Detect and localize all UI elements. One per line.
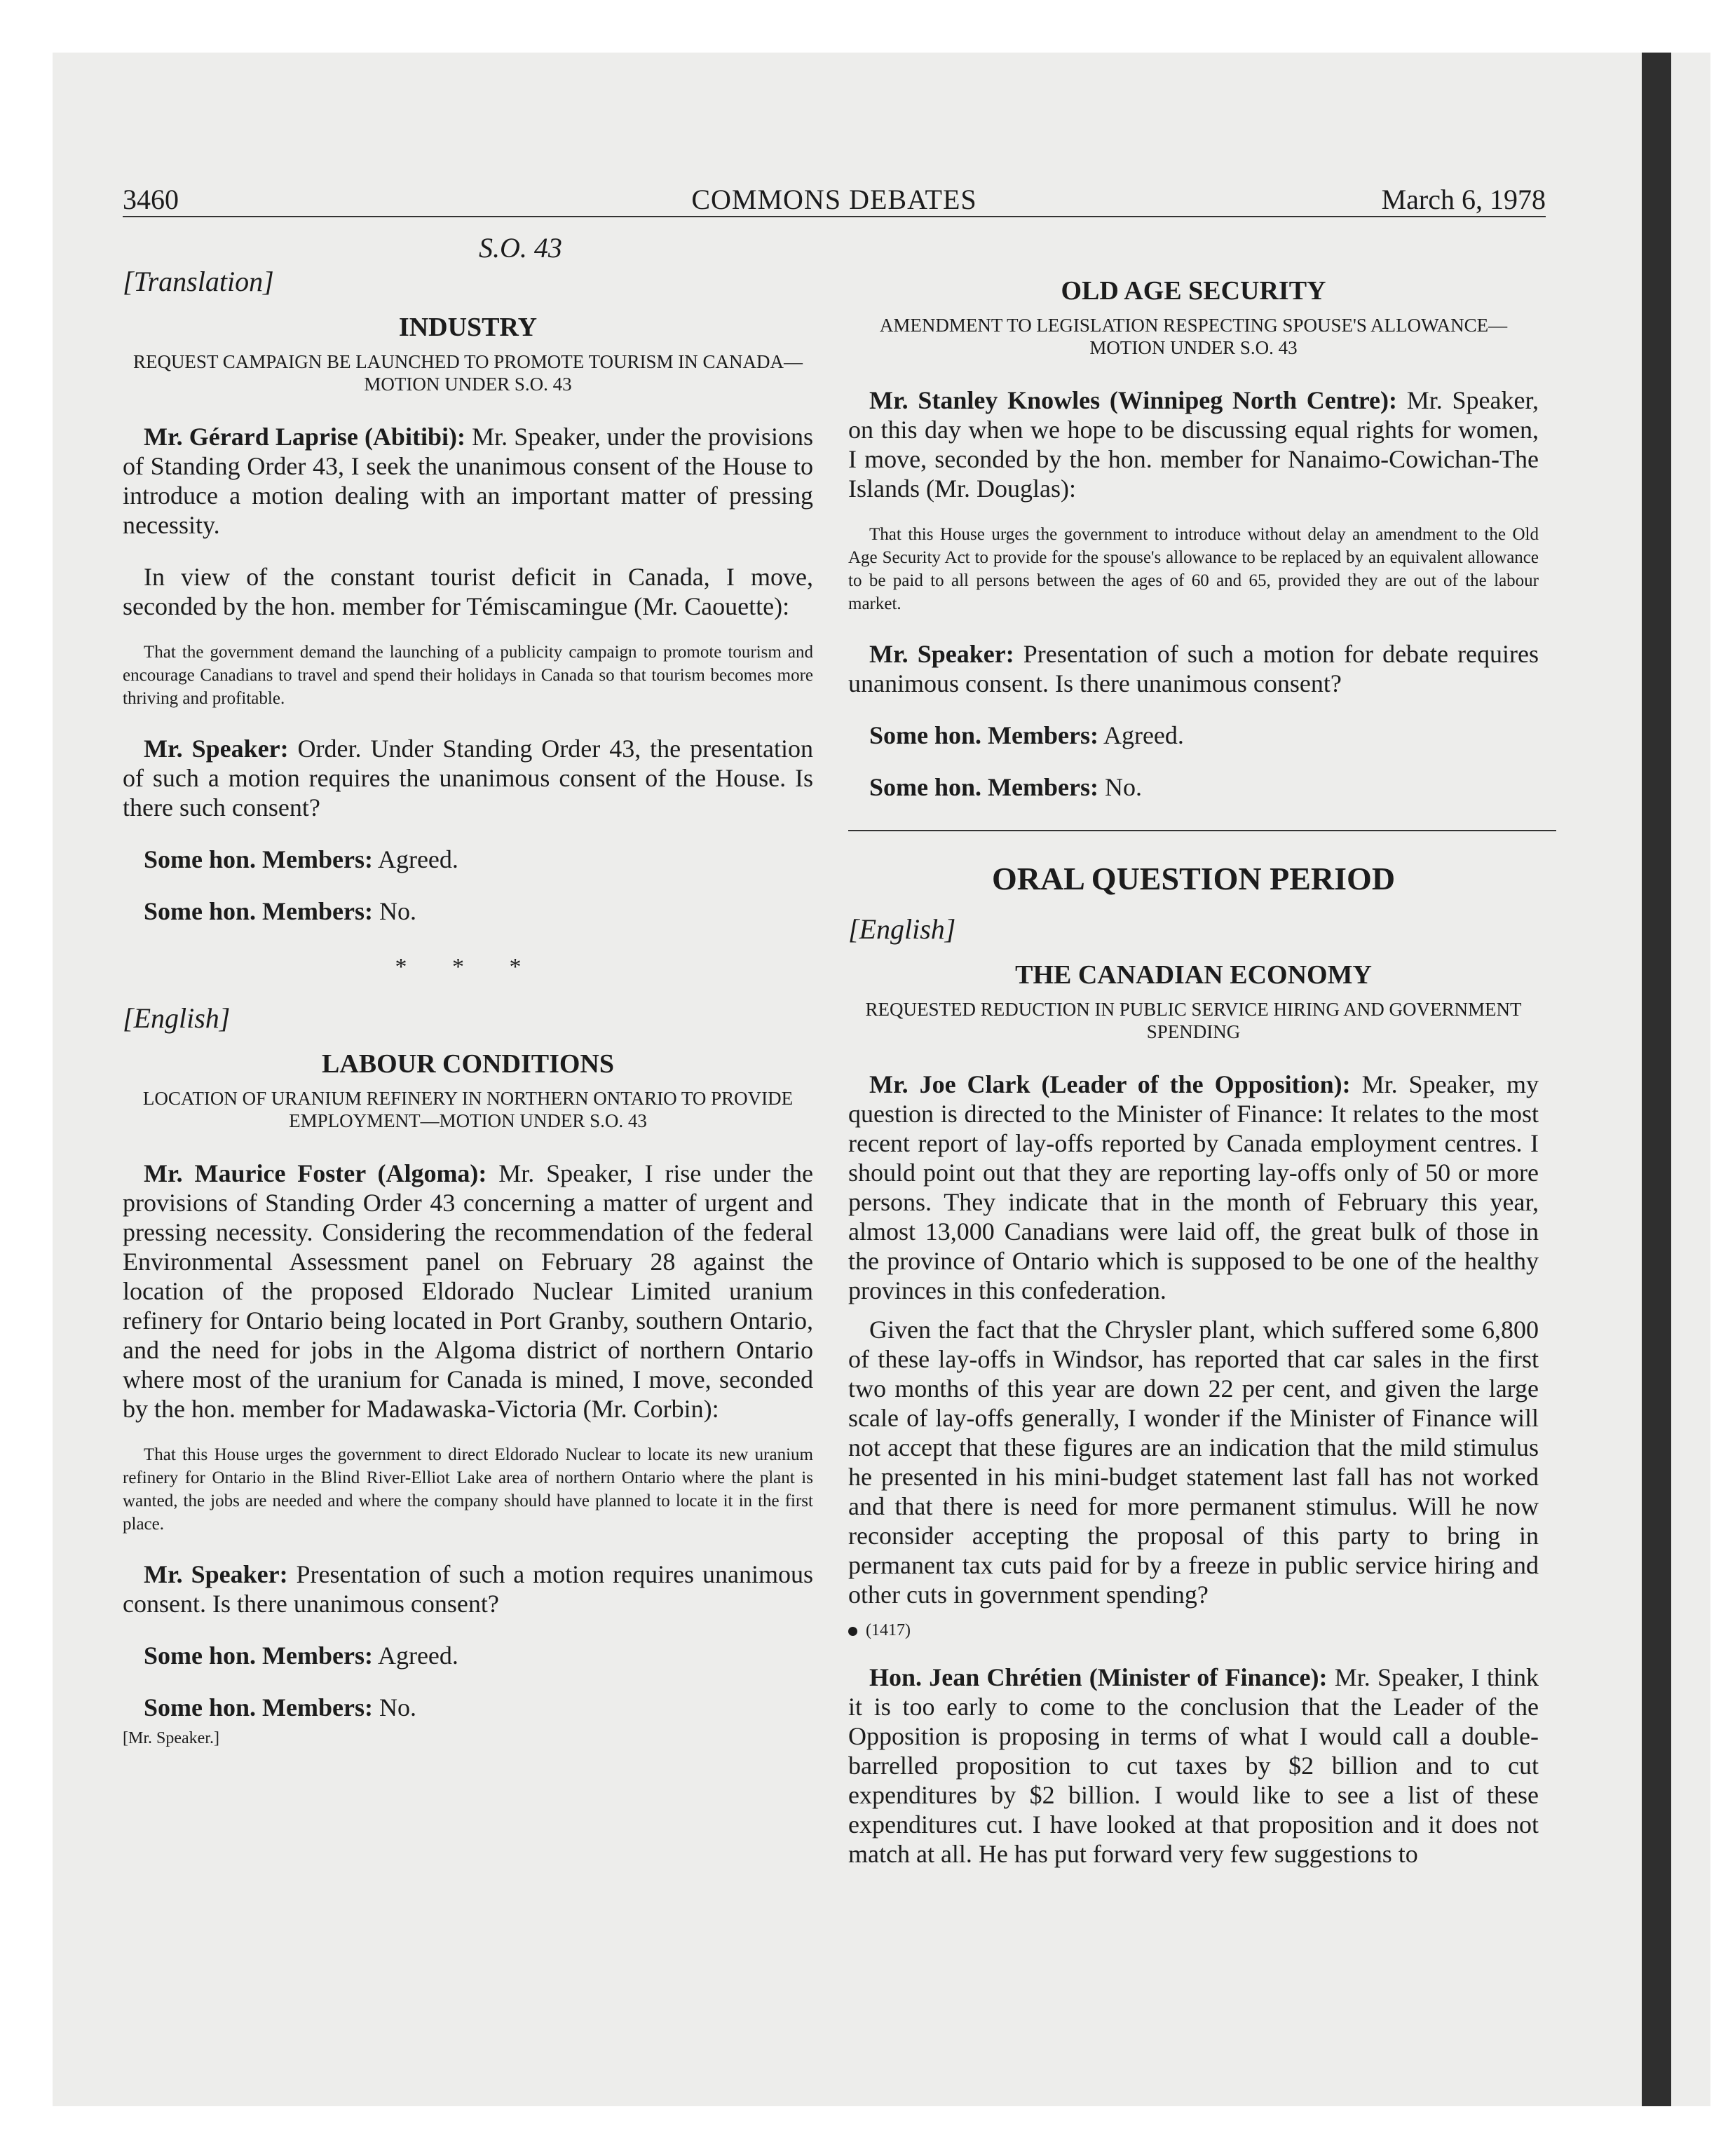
speaker-name: Mr. Gérard Laprise (Abitibi): — [144, 423, 465, 451]
oral-question-period-heading: ORAL QUESTION PERIOD — [991, 861, 1396, 896]
page-date: March 6, 1978 — [1381, 184, 1546, 215]
speaker-name: Some hon. Members: — [144, 897, 373, 925]
members-agreed — [848, 721, 1539, 750]
speaker-continuation-note: [Mr. Speaker.] — [123, 1729, 219, 1747]
speaker-name: Mr. Speaker: — [869, 640, 1014, 668]
paragraph-text: Presentation of such a motion for debate requires unanimous consent. Is there unanimous consent? — [848, 640, 1539, 697]
left-column — [123, 231, 813, 1749]
speaker-order-paragraph — [123, 734, 813, 822]
foster-paragraph — [123, 1159, 813, 1424]
publication-title: COMMONS DEBATES — [691, 184, 977, 215]
speaker-name: Some hon. Members: — [144, 1693, 373, 1721]
speaker-name: Mr. Speaker: — [144, 1560, 288, 1588]
laprise-paragraph — [123, 422, 813, 540]
paragraph-text: Mr. Speaker, under the provisions of Standing Order 43, I seek the unanimous consent of the House to introduce a motion dealing with an important matter of pressing necessity. — [123, 423, 813, 539]
labour-heading: LABOUR CONDITIONS — [321, 1049, 615, 1079]
paragraph-text: Mr. Speaker, I think it is too early to come to the conclusion that the Leader of the Opposition is proposing in terms of what I would call a double-barrelled proposition to cut taxes by $2 billion and to cut expenditures by $2 billion. I would like to see a list of these expenditures cut. I have looked at that proposition and it does not match at all. He has put forward very few suggestions to — [848, 1663, 1539, 1868]
speaker-name: Some hon. Members: — [869, 721, 1098, 749]
paragraph-text: Mr. Speaker, on this day when we hope to be discussing equal rights for women, I move, seconded by the hon. member for Nanaimo-Cowichan-The Islands (Mr. Douglas): — [848, 386, 1539, 503]
members-no — [123, 896, 813, 926]
header-rule — [123, 216, 1546, 217]
speaker-consent-paragraph — [848, 639, 1539, 698]
industry-heading: INDUSTRY — [398, 313, 538, 342]
tourism-motion-intro: In view of the constant tourist deficit in Canada, I move, seconded by the hon. member for Témiscamingue (Mr. Caouette): — [123, 563, 813, 620]
speaker-consent-paragraph — [123, 1560, 813, 1618]
members-agreed — [123, 845, 813, 874]
section-separator-stars: * * * — [395, 954, 541, 980]
page-number: 3460 — [123, 184, 179, 215]
paragraph-text: Mr. Speaker, I rise under the provisions of Standing Order 43 concerning a matter of urgent and pressing necessity. Considering the recommendation of the federal Environmental Assessment panel on February 28 against the location of the proposed Eldorado Nuclear Limited uranium refinery for Ontario being located in Port Granby, southern Ontario, and the need for jobs in the Algoma district of northern Ontario where most of the uranium for Canada is mined, I move, seconded by the hon. member for Madawaska-Victoria (Mr. Corbin): — [123, 1159, 813, 1423]
speaker-name: Mr. Maurice Foster (Algoma): — [144, 1159, 487, 1187]
oas-motion-text: That this House urges the government to introduce without delay an amendment to the Old Age Security Act to provide for the spouse's allowance to be replaced by an equivalent allowance to be paid to all persons between the ages of 60 and 65, provided they are out of the labour market. — [848, 525, 1539, 613]
economy-heading: THE CANADIAN ECONOMY — [1015, 960, 1372, 990]
time-marker — [848, 1619, 1539, 1642]
paragraph-text: No. — [372, 1693, 416, 1721]
standing-order-label: S.O. 43 — [479, 232, 562, 264]
speaker-name: Mr. Joe Clark (Leader of the Opposition): — [869, 1070, 1351, 1098]
economy-subheading: REQUESTED REDUCTION IN PUBLIC SERVICE HIRING AND GOVERNMENT SPENDING — [865, 999, 1522, 1042]
paragraph-text: Agreed. — [1098, 721, 1184, 749]
section-divider-rule — [848, 830, 1556, 831]
speaker-name: Hon. Jean Chrétien (Minister of Finance): — [869, 1663, 1328, 1691]
paragraph-text: No. — [372, 897, 416, 925]
industry-subheading: REQUEST CAMPAIGN BE LAUNCHED TO PROMOTE TOURISM IN CANADA—MOTION UNDER S.O. 43 — [132, 351, 803, 395]
oas-subheading: AMENDMENT TO LEGISLATION RESPECTING SPOUSE'S ALLOWANCE—MOTION UNDER S.O. 43 — [879, 315, 1508, 358]
paragraph-text: Order. Under Standing Order 43, the presentation of such a motion requires the unanimous consent of the House. Is there such consent? — [123, 735, 814, 821]
members-no — [123, 1693, 813, 1722]
bullet-dot-icon — [848, 1627, 857, 1636]
paragraph-text: Agreed. — [372, 1642, 458, 1670]
clark-question-continuation: Given the fact that the Chrysler plant, which suffered some 6,800 of these lay-offs in Windsor, has reported that car sales in the first two months of this year are down 22 per cent, and given the large scale of lay-offs generally, I wonder if the Minister of Finance will not accept that these figures are an indication that the mild stimulus he presented in his mini-budget statement last fall has not worked and that there is need for more permanent stimulus. Will he now reconsider accepting the proposal of this party to bring in permanent tax cuts paid for by a freeze in public service hiring and other cuts in government spending? — [848, 1316, 1539, 1609]
page-header — [123, 184, 1546, 216]
members-agreed — [123, 1641, 813, 1670]
labour-subheading: LOCATION OF URANIUM REFINERY IN NORTHERN ONTARIO TO PROVIDE EMPLOYMENT—MOTION UNDER S.O. 43 — [142, 1088, 794, 1131]
speaker-name: Some hon. Members: — [869, 773, 1098, 801]
speaker-name: Mr. Speaker: — [144, 735, 289, 763]
timestamp-text: (1417) — [866, 1621, 911, 1639]
right-column — [848, 231, 1539, 1891]
paragraph-text: Agreed. — [372, 845, 458, 873]
oas-heading: OLD AGE SECURITY — [1061, 276, 1326, 306]
paragraph-text: Mr. Speaker, my question is directed to the Minister of Finance: It relates to the most recent report of lay-offs reported by Canada employment centres. I should point out that they are reporting lay-offs only of 50 or more persons. They indicate that in the month of February this year, almost 13,000 Canadians were laid off, the great bulk of those in the province of Ontario which is supposed to be one of the healthy provinces in this confederation. — [848, 1070, 1539, 1304]
speaker-name: Some hon. Members: — [144, 845, 373, 873]
english-marker: [English] — [848, 913, 956, 945]
paragraph-text: Presentation of such a motion requires unanimous consent. Is there unanimous consent? — [123, 1560, 813, 1618]
scan-dark-edge — [1642, 53, 1671, 2106]
tourism-motion-text: That the government demand the launching of a publicity campaign to promote tourism and encourage Canadians to travel and spend their holidays in Canada so that tourism becomes more thriving and profitable. — [123, 643, 813, 708]
knowles-paragraph — [848, 386, 1539, 503]
clark-question-paragraph — [848, 1070, 1539, 1305]
speaker-name: Mr. Stanley Knowles (Winnipeg North Centre): — [869, 386, 1397, 414]
english-marker: [English] — [123, 1002, 231, 1034]
chretien-answer-paragraph — [848, 1663, 1539, 1869]
uranium-motion-text: That this House urges the government to direct Eldorado Nuclear to locate its new uranium refinery for Ontario in the Blind River-Elliot Lake area of northern Ontario where the plant is wanted, the jobs are needed and where the company should have planned to locate it in the first place. — [123, 1445, 813, 1534]
translation-marker: [Translation] — [123, 266, 274, 297]
paragraph-text: No. — [1098, 773, 1142, 801]
members-no — [848, 772, 1539, 802]
speaker-name: Some hon. Members: — [144, 1642, 373, 1670]
